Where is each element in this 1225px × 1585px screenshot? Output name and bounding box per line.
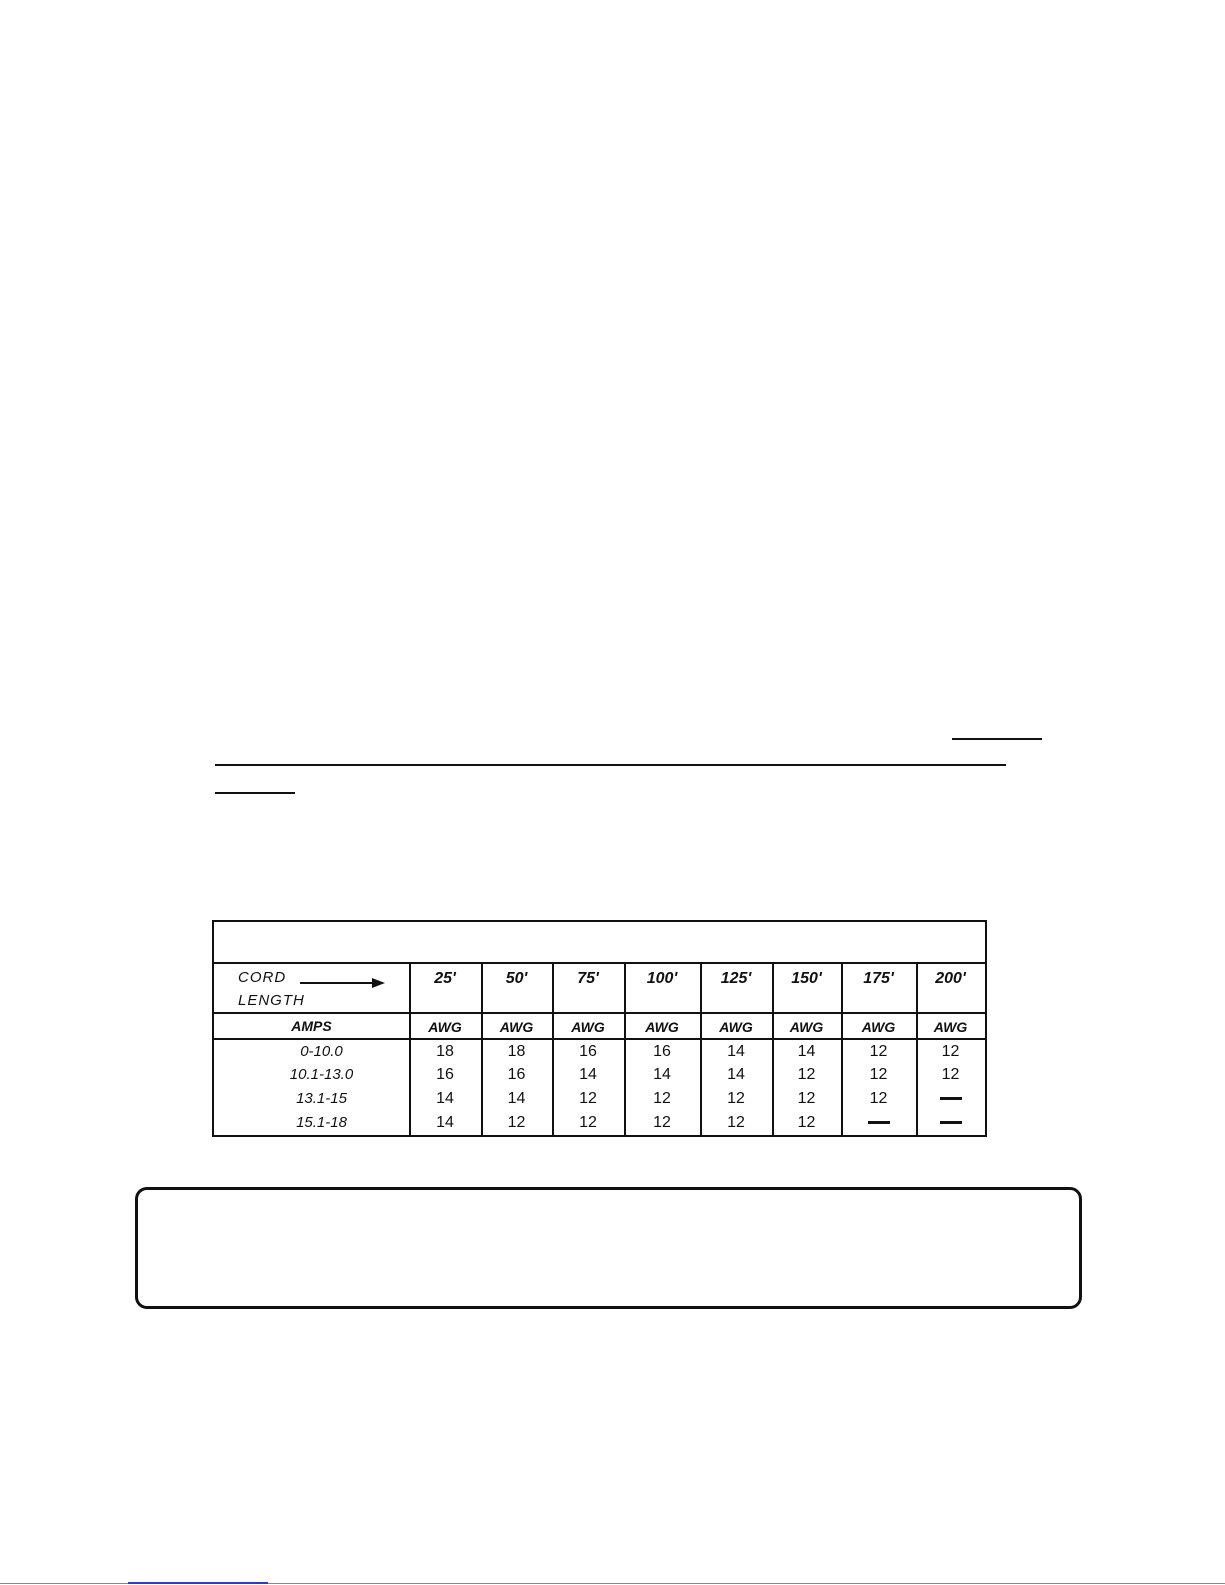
gauge-value: 12 xyxy=(869,1065,888,1083)
awg-unit-label: AWG xyxy=(861,1018,896,1035)
gauge-value: 12 xyxy=(507,1113,526,1131)
gauge-value: 14 xyxy=(436,1113,454,1131)
gauge-value: 12 xyxy=(869,1042,888,1060)
awg-unit-label: AWG xyxy=(499,1018,534,1035)
gauge-value: 14 xyxy=(653,1065,671,1083)
not-recommended-dash xyxy=(940,1121,962,1124)
gauge-value xyxy=(916,1111,985,1134)
length-header: 50' xyxy=(505,970,528,987)
length-header: 25' xyxy=(434,970,456,987)
gauge-value: 16 xyxy=(653,1042,671,1060)
gauge-value: 18 xyxy=(436,1042,454,1060)
awg-unit-label: AWG xyxy=(645,1018,679,1035)
table-hline xyxy=(214,962,985,964)
amps-header: AMPS xyxy=(291,1018,332,1034)
footer-rule-accent xyxy=(128,1582,268,1584)
cord-length-header xyxy=(238,966,305,1012)
amps-range: 10.1-13.0 xyxy=(289,1066,354,1083)
table-hline xyxy=(214,1012,985,1014)
extension-cord-gauge-table xyxy=(212,920,987,1137)
not-recommended-dash xyxy=(940,1097,962,1100)
gauge-value xyxy=(916,1087,985,1110)
gauge-value xyxy=(841,1111,916,1134)
gauge-value: 16 xyxy=(436,1065,454,1083)
cord-label: CORD xyxy=(238,969,287,986)
gauge-value: 14 xyxy=(727,1042,745,1060)
gauge-value: 14 xyxy=(727,1065,745,1083)
amps-range: 13.1-15 xyxy=(296,1090,347,1107)
awg-unit-label: AWG xyxy=(428,1018,462,1035)
gauge-value: 12 xyxy=(579,1113,597,1131)
awg-unit-label: AWG xyxy=(933,1018,968,1035)
amps-range: 15.1-18 xyxy=(296,1114,347,1131)
gauge-value: 12 xyxy=(797,1089,816,1107)
gauge-value: 12 xyxy=(727,1113,745,1131)
gauge-value: 16 xyxy=(507,1065,526,1083)
gauge-value: 12 xyxy=(727,1089,745,1107)
awg-unit-label: AWG xyxy=(719,1018,753,1035)
not-recommended-dash xyxy=(868,1121,890,1124)
length-label: LENGTH xyxy=(238,992,305,1009)
right-arrow-icon xyxy=(300,977,385,989)
gauge-value: 14 xyxy=(507,1089,526,1107)
gauge-value: 18 xyxy=(507,1042,526,1060)
gauge-value: 12 xyxy=(579,1089,597,1107)
gauge-value: 12 xyxy=(797,1113,816,1131)
gauge-value: 14 xyxy=(797,1042,816,1060)
gauge-value: 12 xyxy=(941,1065,960,1083)
underline-fragment-full xyxy=(215,764,1006,766)
notice-box xyxy=(135,1187,1082,1309)
gauge-value: 12 xyxy=(941,1042,960,1060)
length-header: 125' xyxy=(720,970,752,987)
underline-fragment-top xyxy=(952,738,1042,740)
gauge-value: 14 xyxy=(579,1065,597,1083)
gauge-value: 14 xyxy=(436,1089,454,1107)
gauge-value: 16 xyxy=(579,1042,597,1060)
gauge-value: 12 xyxy=(797,1065,816,1083)
length-header: 75' xyxy=(577,970,599,987)
amps-range: 0-10.0 xyxy=(300,1043,343,1060)
length-header: 200' xyxy=(935,970,966,987)
length-header: 100' xyxy=(646,970,678,987)
awg-unit-label: AWG xyxy=(789,1018,824,1035)
gauge-value: 12 xyxy=(869,1089,888,1107)
awg-unit-label: AWG xyxy=(571,1018,605,1035)
underline-fragment-short xyxy=(215,792,295,794)
gauge-value: 12 xyxy=(653,1113,671,1131)
length-header: 150' xyxy=(791,970,822,987)
length-header: 175' xyxy=(863,970,894,987)
gauge-value: 12 xyxy=(653,1089,671,1107)
